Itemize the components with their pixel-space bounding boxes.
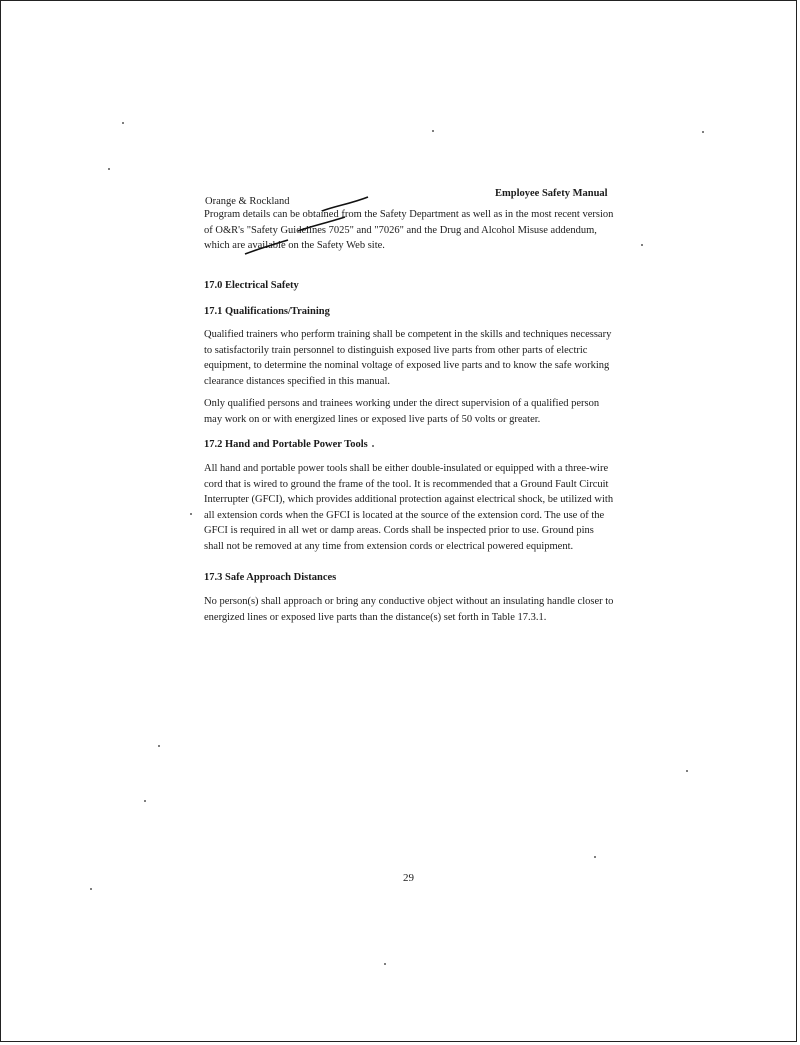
section-heading-17-0: 17.0 Electrical Safety bbox=[204, 280, 299, 291]
scan-speck bbox=[686, 770, 688, 772]
header-manual-title: Employee Safety Manual bbox=[495, 188, 608, 199]
scan-speck bbox=[432, 130, 434, 132]
scan-speck bbox=[108, 168, 110, 170]
scan-speck bbox=[190, 513, 192, 515]
scan-speck bbox=[702, 131, 704, 133]
scan-speck bbox=[372, 445, 374, 447]
scan-speck bbox=[90, 888, 92, 890]
scan-speck bbox=[594, 856, 596, 858]
section-heading-17-3: 17.3 Safe Approach Distances bbox=[204, 572, 337, 583]
scan-speck bbox=[122, 122, 124, 124]
paragraph-17-2: All hand and portable power tools shall be either double-insulated or equipped with a three-wire cord that is wired to ground the frame of the tool. It is recommended that a Ground Fault Circuit Interrupter (GFCI), which provides additional protection against electrical shock, be utilized with all extension cords when the GFCI is located at the source of the extension cord. The use of the GFCI is required in all wet or damp areas. Cords shall be inspected prior to use. Ground pins shall not be removed at any time from extension cords or electrical powered equipment. bbox=[204, 463, 614, 552]
section-heading-17-2: 17.2 Hand and Portable Power Tools bbox=[204, 439, 368, 450]
page-number: 29 bbox=[403, 872, 414, 884]
section-heading-17-1: 17.1 Qualifications/Training bbox=[204, 306, 330, 317]
intro-paragraph: Program details can be obtained from the Safety Department as well as in the most recent version of O&R's "Safety Guidelines 7025" and "7026" and the Drug and Alcohol Misuse addendum, which are available on the Safety Web site. bbox=[204, 209, 614, 251]
scan-speck bbox=[384, 963, 386, 965]
scan-speck bbox=[641, 244, 643, 246]
paragraph-17-1-a: Qualified trainers who perform training shall be competent in the skills and techniques necessary to satisfactorily train personnel to distinguish exposed live parts from other parts of electric equipment, to determine the nominal voltage of exposed live parts and to know the safe working clearance distances specified in this manual. bbox=[204, 329, 612, 387]
scan-speck bbox=[144, 800, 146, 802]
scan-speck bbox=[158, 745, 160, 747]
paragraph-17-3: No person(s) shall approach or bring any conductive object without an insulating handle closer to energized lines or exposed live parts than the distance(s) set forth in Table 17.3.1. bbox=[204, 596, 614, 623]
header-company: Orange & Rockland bbox=[205, 196, 290, 207]
paragraph-17-1-b: Only qualified persons and trainees working under the direct supervision of a qualified person may work on or with energized lines or exposed live parts of 50 volts or greater. bbox=[204, 398, 600, 425]
